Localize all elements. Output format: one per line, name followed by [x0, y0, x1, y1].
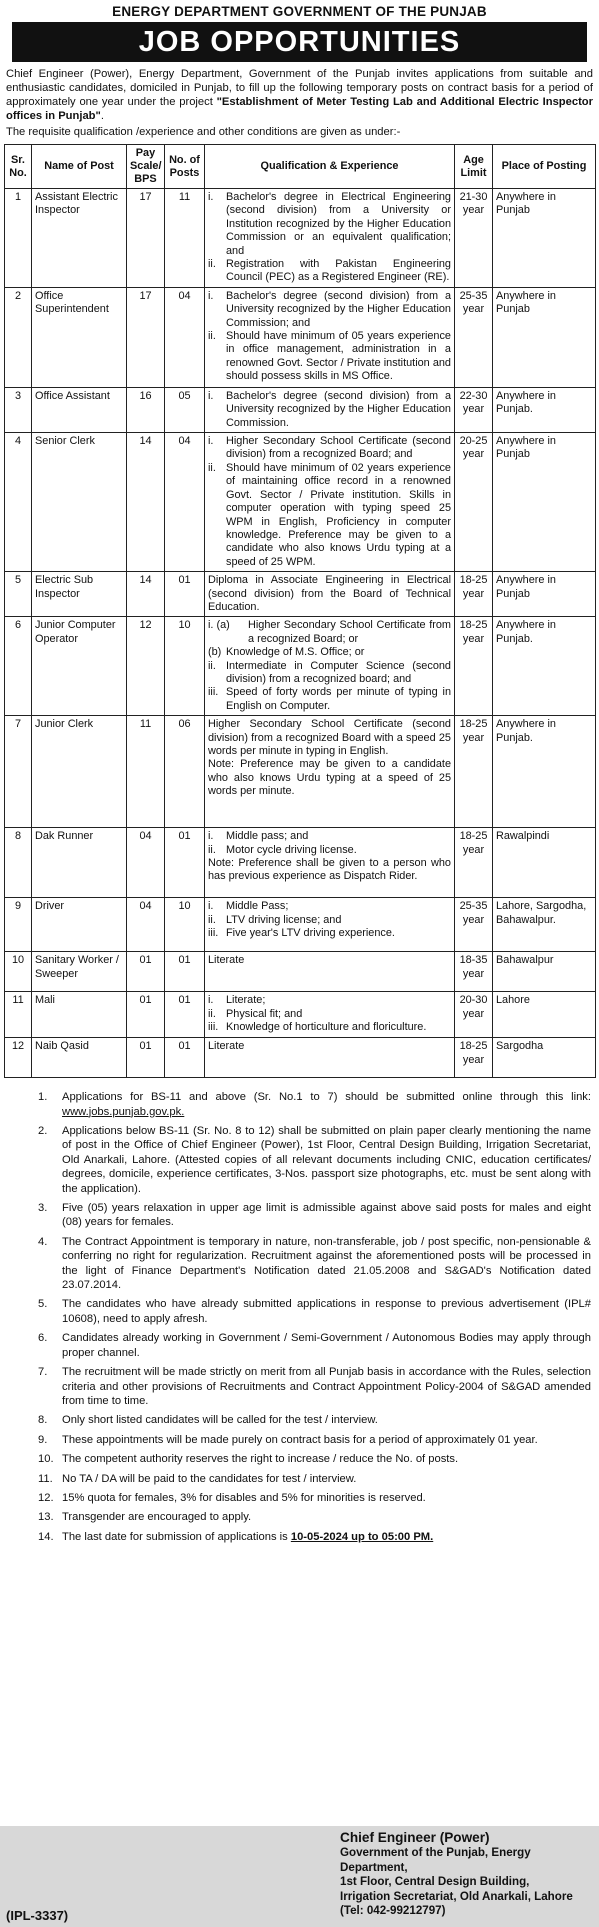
signatory-line-1: Government of the Punjab, Energy Department, [340, 1846, 531, 1874]
cell-pay: 01 [127, 1038, 165, 1078]
qualification-number: ii. [208, 659, 216, 672]
cell-pay: 14 [127, 433, 165, 572]
qualification-text: Intermediate in Computer Science (second division) from a recognized board; and [226, 659, 451, 685]
qualification-text: Bachelor's degree in Electrical Engineering (second division) from a University or Institution recognized by the Higher Education Commission or an equivalent qualification; and [226, 191, 451, 257]
condition-body: Transgender are encouraged to apply. [62, 1511, 252, 1524]
cell-place: Anywhere in Punjab [493, 572, 596, 617]
qualification-number: i. [208, 389, 214, 402]
cell-post: Driver [32, 898, 127, 952]
cell-post: Mali [32, 992, 127, 1038]
qualification-number: i. [208, 289, 214, 302]
qualification-text: Knowledge of horticulture and floriculture. [226, 1021, 427, 1033]
condition-item [38, 1530, 591, 1544]
cell-age: 18-25 year [455, 617, 493, 716]
cell-post: Office Superintendent [32, 287, 127, 387]
condition-item [38, 1510, 591, 1524]
condition-text [62, 1090, 591, 1119]
qualification-number: (b) [208, 646, 222, 659]
qualification-item [208, 1008, 451, 1021]
table-row [5, 716, 596, 828]
qualification-text: Knowledge of M.S. Office; or [226, 646, 365, 659]
posts-table-body [5, 189, 596, 1078]
header-sr: Sr. No. [5, 145, 32, 189]
condition-text [62, 1472, 591, 1486]
qualification-item [208, 718, 451, 758]
cell-sr: 12 [5, 1038, 32, 1078]
cell-sr: 8 [5, 828, 32, 898]
cell-qualification [205, 992, 455, 1038]
cell-age: 18-25 year [455, 716, 493, 828]
qualification-number: i. [208, 994, 214, 1007]
qualification-text: Higher Secondary School Certificate from a recognized Board; or [248, 619, 451, 645]
cell-sr: 5 [5, 572, 32, 617]
cell-num: 04 [165, 433, 205, 572]
condition-item [38, 1413, 591, 1427]
signature-block [340, 1830, 590, 1919]
cell-qualification [205, 387, 455, 432]
cell-post: Senior Clerk [32, 433, 127, 572]
qualification-item [208, 646, 451, 659]
cell-num: 10 [165, 617, 205, 716]
qualification-text: Registration with Pakistan Engineering Council (PEC) as a Registered Engineer (RE). [226, 258, 451, 284]
qualification-text: Higher Secondary School Certificate (second division) from a recognized Board; and [226, 435, 451, 461]
table-row [5, 952, 596, 992]
condition-body: The last date for submission of applications is [62, 1530, 291, 1543]
condition-item [38, 1201, 591, 1230]
qualification-text: Bachelor's degree (second division) from a University recognized by the Higher Education Commission; and [226, 289, 451, 329]
cell-qualification [205, 828, 455, 898]
table-header-row [5, 145, 596, 189]
cell-pay: 04 [127, 828, 165, 898]
job-opportunities-banner: JOB OPPORTUNITIES [12, 22, 587, 62]
qualification-number: i. [208, 900, 214, 913]
condition-item [38, 1472, 591, 1486]
cell-qualification [205, 189, 455, 288]
cell-sr: 11 [5, 992, 32, 1038]
qualification-item [208, 686, 451, 713]
qualification-item [208, 758, 451, 798]
condition-body: The recruitment will be made strictly on merit from all Punjab basis in accordance with the Rules, selection criteria and other provisions of Recruitments and Contract Appointment Policy-2004 of S&GAD amended from time to time. [62, 1366, 591, 1407]
qualification-item [208, 660, 451, 687]
qualification-text: Literate; [226, 994, 266, 1007]
condition-number: 14. [38, 1530, 54, 1543]
cell-qualification [205, 898, 455, 952]
qualification-item [208, 574, 451, 614]
condition-item [38, 1297, 591, 1326]
condition-text [62, 1201, 591, 1230]
footer-box [0, 1826, 599, 1927]
posts-table [4, 144, 596, 1078]
qualification-item [208, 619, 451, 646]
cell-pay: 16 [127, 387, 165, 432]
qualification-text: Should have minimum of 02 years experience of maintaining office record in a renowned Govt. Sector / Private institution. Skills in computer operation with typing speed 25 WPM in English, Proficiency in computer knowledge. Preference may be given to a candidate who also knows Urdu typing at a speed of 25 WPM. [226, 461, 451, 568]
table-row [5, 387, 596, 432]
qualification-item [208, 435, 451, 462]
condition-number: 8. [38, 1414, 48, 1427]
cell-pay: 11 [127, 716, 165, 828]
condition-body: The competent authority reserves the right to increase / reduce the No. of posts. [62, 1453, 459, 1466]
condition-body: The candidates who have already submitted applications in response to previous advertisement (IPL# 10608), need to apply afresh. [62, 1298, 591, 1325]
cell-num: 01 [165, 952, 205, 992]
cell-qualification [205, 617, 455, 716]
condition-body: No TA / DA will be paid to the candidates for test / interview. [62, 1472, 357, 1485]
cell-place: Bahawalpur [493, 952, 596, 992]
cell-sr: 7 [5, 716, 32, 828]
qualification-text: Five year's LTV driving experience. [226, 927, 395, 939]
cell-qualification [205, 572, 455, 617]
cell-num: 01 [165, 572, 205, 617]
cell-age: 21-30 year [455, 189, 493, 288]
cell-sr: 6 [5, 617, 32, 716]
qualification-item [208, 954, 451, 967]
condition-text [62, 1530, 591, 1544]
qualification-text: Middle Pass; [226, 900, 289, 913]
jobs-portal-link[interactable]: www.jobs.punjab.gov.pk. [62, 1105, 185, 1118]
cell-post: Office Assistant [32, 387, 127, 432]
qualification-text: Bachelor's degree (second division) from a University recognized by the Higher Education Commission. [226, 389, 451, 429]
qualification-number: i. [208, 191, 214, 203]
condition-number: 7. [38, 1366, 48, 1379]
condition-number: 12. [38, 1491, 54, 1504]
cell-place: Anywhere in Punjab [493, 287, 596, 387]
department-heading: ENERGY DEPARTMENT GOVERNMENT OF THE PUNJAB [112, 4, 487, 19]
qualification-text: Literate [208, 1040, 245, 1053]
condition-item [38, 1491, 591, 1505]
cell-num: 11 [165, 189, 205, 288]
condition-body: These appointments will be made purely on contract basis for a period of approximately 01 year. [62, 1433, 538, 1446]
qualification-text: Should have minimum of 05 years experience in office management, administration in a renowned Govt. Sector / Private institution and should possess skills in MS Office. [226, 330, 451, 383]
cell-age: 25-35 year [455, 287, 493, 387]
table-row [5, 992, 596, 1038]
cell-sr: 9 [5, 898, 32, 952]
signatory-title: Chief Engineer (Power) [340, 1830, 490, 1845]
condition-number: 13. [38, 1511, 54, 1524]
cell-num: 05 [165, 387, 205, 432]
qualification-item [208, 927, 451, 940]
qualification-item [208, 330, 451, 384]
condition-number: 5. [38, 1298, 48, 1311]
table-row [5, 433, 596, 572]
header-num: No. of Posts [165, 145, 205, 189]
cell-sr: 3 [5, 387, 32, 432]
cell-post: Dak Runner [32, 828, 127, 898]
qualification-number: ii. [208, 843, 216, 856]
requisite-line: The requisite qualification /experience and other conditions are given as under:- [6, 126, 401, 138]
cell-age: 18-25 year [455, 828, 493, 898]
cell-num: 01 [165, 828, 205, 898]
qualification-number: ii. [208, 330, 216, 343]
table-row [5, 828, 596, 898]
cell-place: Anywhere in Punjab. [493, 387, 596, 432]
conditions-list [4, 1090, 595, 1544]
condition-body: Five (05) years relaxation in upper age limit is admissible against above said posts for males and eight (08) years for females. [62, 1202, 591, 1229]
cell-place: Anywhere in Punjab. [493, 617, 596, 716]
signatory-line-2: 1st Floor, Central Design Building, [340, 1875, 530, 1888]
intro-paragraph [4, 67, 595, 123]
table-row [5, 572, 596, 617]
cell-age: 22-30 year [455, 387, 493, 432]
cell-sr: 2 [5, 287, 32, 387]
cell-post: Junior Computer Operator [32, 617, 127, 716]
table-row [5, 617, 596, 716]
condition-text [62, 1365, 591, 1408]
qualification-number: iii. [208, 686, 219, 699]
condition-item [38, 1365, 591, 1408]
qualification-item [208, 900, 451, 913]
cell-post: Sanitary Worker / Sweeper [32, 952, 127, 992]
cell-age: 20-25 year [455, 433, 493, 572]
cell-qualification [205, 287, 455, 387]
condition-item [38, 1235, 591, 1293]
cell-place: Anywhere in Punjab [493, 433, 596, 572]
condition-number: 4. [38, 1235, 48, 1248]
qualification-item [208, 462, 451, 569]
qualification-text: Note: Preference shall be given to a person who has previous experience as Dispatch Rider. [208, 857, 451, 883]
qualification-item [208, 191, 451, 258]
condition-body: Applications below BS-11 (Sr. No. 8 to 12) shall be submitted on plain paper clearly mentioning the name of post in the Office of Chief Engineer (Power), 1st Floor, Central Design Building, Irrigation Secretariat, Old Anarkali, Lahore. (Attested copies of all relevant documents including CNIC, education certificates/ degrees, domicile, experience certificates, 3-Nos. passport size photographs, etc. must be sent along with the application). [62, 1125, 591, 1195]
header-qual: Qualification & Experience [205, 145, 455, 189]
cell-age: 25-35 year [455, 898, 493, 952]
qualification-text: Motor cycle driving license. [226, 843, 357, 856]
cell-qualification [205, 433, 455, 572]
table-row [5, 898, 596, 952]
qualification-item [208, 1040, 451, 1053]
qualification-number: ii. [208, 461, 216, 474]
cell-place: Anywhere in Punjab. [493, 716, 596, 828]
qualification-text: LTV driving license; and [226, 913, 342, 926]
qualification-number: i. [208, 830, 214, 843]
condition-text [62, 1433, 591, 1447]
cell-num: 01 [165, 1038, 205, 1078]
signatory-tel: (Tel: 042-99212797) [340, 1904, 446, 1917]
cell-post: Naib Qasid [32, 1038, 127, 1078]
qualification-item [208, 1021, 451, 1034]
cell-num: 04 [165, 287, 205, 387]
condition-text [62, 1413, 591, 1427]
cell-pay: 01 [127, 952, 165, 992]
header-age: Age Limit [455, 145, 493, 189]
qualification-item [208, 258, 451, 285]
cell-age: 18-35 year [455, 952, 493, 992]
condition-item [38, 1124, 591, 1196]
qualification-number: iii. [208, 1021, 219, 1033]
cell-pay: 17 [127, 287, 165, 387]
qualification-text: Middle pass; and [226, 830, 309, 843]
condition-text [62, 1235, 591, 1293]
condition-number: 9. [38, 1433, 48, 1446]
condition-text [62, 1297, 591, 1326]
condition-text [62, 1452, 591, 1466]
qualification-item [208, 994, 451, 1007]
qualification-text: Note: Preference may be given to a candidate who also knows Urdu typing at a speed of 25 words per minute. [208, 758, 451, 798]
intro-text: Chief Engineer (Power), Energy Department, Government of the Punjab invites applications from suitable and enthusiastic candidates, domiciled in Punjab, to fill up the following temporary posts on contract basis for a period of approximately one year under the project [6, 68, 593, 108]
condition-body: Only short listed candidates will be called for the test / interview. [62, 1414, 378, 1427]
header-pay: Pay Scale/ BPS [127, 145, 165, 189]
qualification-text: Literate [208, 954, 245, 967]
qualification-number: iii. [208, 927, 219, 939]
cell-num: 10 [165, 898, 205, 952]
cell-qualification [205, 952, 455, 992]
condition-body: The Contract Appointment is temporary in nature, non-transferable, job / post specific, non-pensionable & conferring no right for regularization. Recruitment against the aforementioned posts will be processed in the light of Finance Department's Notification dated 21.05.2008 and S&GAD's Notification dated 23.07.2014. [62, 1235, 591, 1292]
deadline-date: 10-05-2024 up to 05:00 PM. [290, 1530, 434, 1543]
condition-number: 6. [38, 1332, 48, 1345]
condition-number: 3. [38, 1202, 48, 1215]
qualification-text: Diploma in Associate Engineering in Electrical (second division) from the Board of Technical Education. [208, 574, 451, 613]
condition-number: 1. [38, 1091, 48, 1104]
table-row [5, 287, 596, 387]
qualification-text: Physical fit; and [226, 1007, 303, 1020]
cell-pay: 17 [127, 189, 165, 288]
cell-place: Sargodha [493, 1038, 596, 1078]
cell-num: 01 [165, 992, 205, 1038]
condition-number: 10. [38, 1453, 54, 1466]
qualification-text: Speed of forty words per minute of typing in English on Computer. [226, 686, 451, 712]
condition-text [62, 1510, 591, 1524]
condition-body: 15% quota for females, 3% for disables and 5% for minorities is reserved. [62, 1491, 426, 1504]
cell-pay: 12 [127, 617, 165, 716]
condition-body: Candidates already working in Government / Semi-Government / Autonomous Bodies may apply through proper channel. [62, 1332, 591, 1359]
condition-item [38, 1433, 591, 1447]
signatory-line-3: Irrigation Secretariat, Old Anarkali, Lahore [340, 1889, 573, 1903]
qualification-text: Higher Secondary School Certificate (second division) from a recognized Board with a speed 25 words per minute in typing in English. [208, 718, 451, 757]
intro-end: . [100, 110, 104, 122]
cell-place: Rawalpindi [493, 828, 596, 898]
cell-qualification [205, 1038, 455, 1078]
cell-place: Lahore, Sargodha, Bahawalpur. [493, 898, 596, 952]
cell-age: 20-30 year [455, 992, 493, 1038]
cell-place: Lahore [493, 992, 596, 1038]
qualification-item [208, 914, 451, 927]
qualification-number: ii. [208, 258, 216, 271]
cell-place: Anywhere in Punjab [493, 189, 596, 288]
condition-text [62, 1331, 591, 1360]
table-row [5, 189, 596, 288]
cell-post: Assistant Electric Inspector [32, 189, 127, 288]
table-row [5, 1038, 596, 1078]
qualification-item [208, 830, 451, 843]
cell-pay: 14 [127, 572, 165, 617]
cell-age: 18-25 year [455, 1038, 493, 1078]
ipl-number: (IPL-3337) [6, 1908, 69, 1923]
cell-post: Junior Clerk [32, 716, 127, 828]
header-post: Name of Post [32, 145, 127, 189]
condition-text [62, 1124, 591, 1196]
qualification-item [208, 857, 451, 884]
qualification-number: i. [208, 435, 214, 448]
qualification-item [208, 390, 451, 430]
qualification-number: ii. [208, 1007, 216, 1020]
condition-body: Applications for BS-11 and above (Sr. No.1 to 7) should be submitted online through this link: [62, 1091, 591, 1104]
cell-age: 18-25 year [455, 572, 493, 617]
cell-sr: 1 [5, 189, 32, 288]
cell-qualification [205, 716, 455, 828]
condition-number: 11. [38, 1472, 53, 1485]
cell-pay: 01 [127, 992, 165, 1038]
cell-post: Electric Sub Inspector [32, 572, 127, 617]
qualification-number: i. (a) [208, 619, 230, 632]
cell-sr: 10 [5, 952, 32, 992]
condition-item [38, 1452, 591, 1466]
qualification-item [208, 290, 451, 330]
qualification-item [208, 844, 451, 857]
condition-text [62, 1491, 591, 1505]
header-place: Place of Posting [493, 145, 596, 189]
cell-pay: 04 [127, 898, 165, 952]
cell-sr: 4 [5, 433, 32, 572]
condition-number: 2. [38, 1125, 48, 1137]
project-name: "Establishment of Meter Testing Lab and Additional Electric Inspector offices in Punjab" [6, 96, 593, 122]
qualification-number: ii. [208, 913, 216, 926]
condition-item [38, 1090, 591, 1119]
cell-num: 06 [165, 716, 205, 828]
condition-item [38, 1331, 591, 1360]
